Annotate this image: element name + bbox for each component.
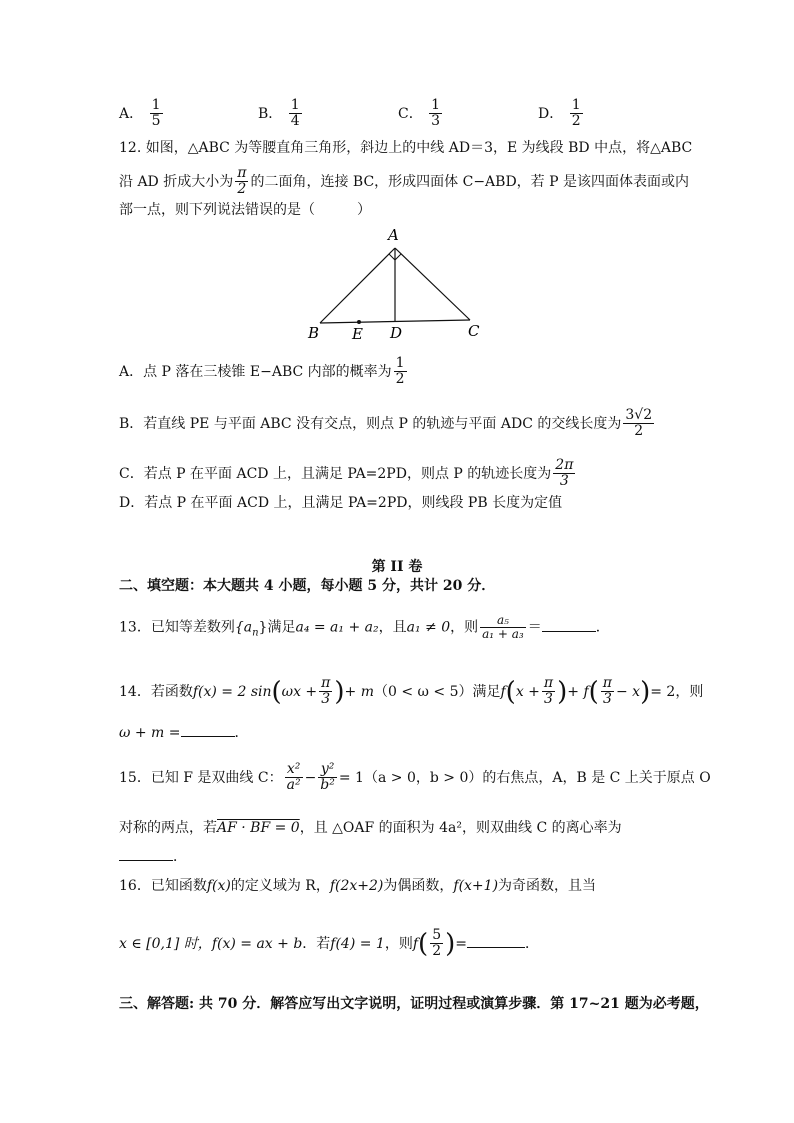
q12-option-b: B．若直线 PE 与平面 ABC 没有交点，则点 P 的轨迹与平面 ADC 的交线长度为 $\frac{3√2}{2}$ xyxy=(119,407,653,440)
label-d: D xyxy=(390,324,403,342)
label-a: A xyxy=(388,226,399,244)
q12-line3: 部一点，则下列说法错误的是（ ） xyxy=(119,202,371,218)
point-e-dot xyxy=(357,320,361,324)
q11-option-a: A． $\frac{1}{5}$ xyxy=(119,97,161,130)
q13: 13．已知等差数列$\{a_n\}$满足a₄ = a₁ + a₂，且a₁ ≠ 0，则 $\frac{\text{a₅}}{\text{a₁ + a₃}}$ ＝ ． xyxy=(119,613,610,642)
label-b: B xyxy=(308,324,320,342)
q13-answer-blank[interactable] xyxy=(542,617,596,632)
q12-triangle-figure xyxy=(300,222,500,344)
q14-pi-over-3-c: $\frac{\pi}{3}$ xyxy=(602,675,612,708)
q13-fraction: $\frac{\text{a₅}}{\text{a₁ + a₃}}$ xyxy=(482,613,524,642)
edge-ac xyxy=(395,248,470,320)
q15-answer-blank[interactable] xyxy=(119,846,173,861)
q16-line2: x ∈ [0,1] 时，f(x) = ax + b．若f(4) = 1，则f( $\frac{5}{2}$ )= ． xyxy=(119,927,539,960)
paren-open: ( xyxy=(588,676,599,707)
paren-close: ) xyxy=(334,676,345,707)
q11-option-c-frac: $\frac{1}{3}$ xyxy=(431,97,441,130)
q12-line2: 沿 AD 折成大小为 $\frac{\pi}{2}$ 的二面角，连接 BC，形成四面体 C−ABD，若 P 是该四面体表面或内 xyxy=(119,165,689,198)
label-e: E xyxy=(352,325,363,343)
q15-y2-b2: $\frac{\text{y²}}{\text{b²}}$ xyxy=(320,761,335,794)
paren-close: ) xyxy=(445,928,456,959)
q11-option-c: C． $\frac{1}{3}$ xyxy=(398,97,441,130)
paren-open: ( xyxy=(505,676,516,707)
paren-open: ( xyxy=(418,928,429,959)
paren-close: ) xyxy=(557,676,568,707)
label-c: C xyxy=(468,322,480,340)
q14-line2: ω + m = ． xyxy=(119,722,249,743)
paren-open: ( xyxy=(271,676,282,707)
q12-pi-over-2: $\frac{\pi}{2}$ xyxy=(237,165,247,198)
paren-close: ) xyxy=(640,676,651,707)
q12-option-a: A．点 P 落在三棱锥 E−ABC 内部的概率为 $\frac{1}{2}$ xyxy=(119,355,405,388)
section2-header: 二、填空题：本大题共 4 小题，每小题 5 分，共计 20 分． xyxy=(119,578,496,594)
q12-line1: 12. 如图，△ABC 为等腰直角三角形，斜边上的中线 AD＝3，E 为线段 BD 中点，将△ABC xyxy=(119,140,693,156)
q12-option-d: D．若点 P 在平面 ACD 上，且满足 PA=2PD，则线段 PB 长度为定值 xyxy=(119,495,563,511)
q14-line1: 14．若函数f(x) = 2 sin(ωx + $\frac{\pi}{3}$ )+ m（0 < ω < 5）满足f(x + $\frac{\pi}{3}$ )+ f( $\frac{\pi}{3}$ − x)= 2，则 xyxy=(119,675,704,708)
q15-line2: 对称的两点，若AF · BF = 0，且 △OAF 的面积为 4a²，则双曲线 C 的离心率为 xyxy=(119,820,622,836)
q12-option-a-frac: $\frac{1}{2}$ xyxy=(395,355,405,388)
q11-option-d: D． $\frac{1}{2}$ xyxy=(538,97,581,130)
q14-pi-over-3-b: $\frac{\pi}{3}$ xyxy=(543,675,554,708)
q15-x2-a2: $\frac{\text{x²}}{\text{a²}}$ xyxy=(286,761,301,794)
section3-header: 三、解答题: 共 70 分．解答应写出文字说明，证明过程或演算步骤．第 17~21 题为必考题， xyxy=(119,996,709,1012)
q12-option-c-frac: $\frac{2\pi}{3}$ xyxy=(555,457,574,490)
q11-option-b-frac: $\frac{1}{4}$ xyxy=(290,97,300,130)
q14-pi-over-3-a: $\frac{\pi}{3}$ xyxy=(321,675,331,708)
q12-option-c: C．若点 P 在平面 ACD 上，且满足 PA=2PD，则点 P 的轨迹长度为 $\frac{2\pi}{3}$ xyxy=(119,457,574,490)
q16-answer-blank[interactable] xyxy=(467,933,525,948)
section2-title: 第 II 卷 xyxy=(371,559,423,575)
q11-option-b: B． $\frac{1}{4}$ xyxy=(258,97,300,130)
q16-line1: 16．已知函数f(x)的定义域为 R，f(2x+2)为偶函数，f(x+1)为奇函数，且当 xyxy=(119,878,597,894)
q12-option-b-frac: $\frac{3√2}{2}$ xyxy=(625,407,653,440)
q14-answer-blank[interactable] xyxy=(181,722,235,737)
q11-option-a-frac: $\frac{1}{5}$ xyxy=(151,97,161,130)
edge-ab xyxy=(320,248,395,323)
q16-five-halves: $\frac{5}{2}$ xyxy=(432,927,442,960)
q15-line1: 15．已知 F 是双曲线 C： $\frac{\text{x²}}{\text{a²}}$ − $\frac{\text{y²}}{\text{b²}}$ = 1（a > 0，b > 0）的右焦点，A，B 是 C 上关于原点 O xyxy=(119,761,711,794)
q15-line3: ． xyxy=(119,846,187,867)
q11-option-d-frac: $\frac{1}{2}$ xyxy=(571,97,581,130)
